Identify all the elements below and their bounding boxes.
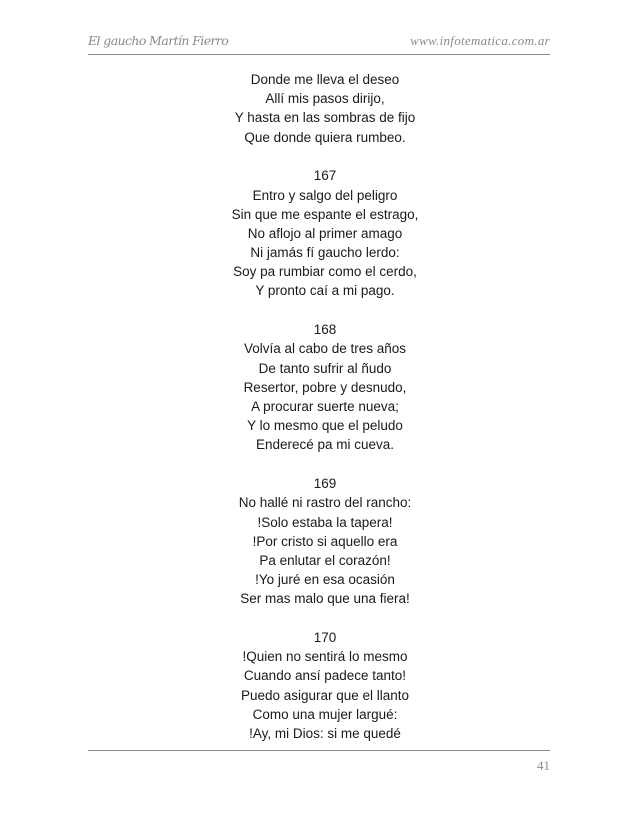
verse-line: Ni jamás fí gaucho lerdo: [250, 245, 400, 261]
verse-line: !Por cristo si aquello era [252, 533, 398, 549]
verse-line: Y hasta en las sombras de fijo [234, 110, 416, 126]
website-url[interactable]: www.infotematica.com.ar [410, 33, 550, 48]
header-divider [88, 54, 550, 55]
stanza [180, 474, 470, 608]
verse-line: Ser mas malo que una fiera! [240, 591, 410, 607]
verse-line: Cuando ansí padece tanto! [243, 668, 407, 684]
verse-line: No hallé ni rastro del rancho: [238, 495, 412, 511]
verse-line: No aflojo al primer amago [247, 225, 403, 241]
verse-line: !Quien no sentirá lo mesmo [242, 649, 408, 665]
verse-line: !Yo juré en esa ocasión [255, 572, 395, 588]
verse-line: Resertor, pobre y desnudo, [243, 379, 407, 395]
verse-line: Entro y salgo del peligro [252, 187, 398, 203]
verse-line: !Solo estaba la tapera! [257, 514, 393, 530]
verse-line: !Ay, mi Dios: si me quedé [249, 726, 401, 741]
stanza-number: 169 [313, 476, 337, 492]
footer-divider [88, 750, 550, 751]
book-title: El gaucho Martín Fierro [88, 33, 229, 48]
poem-body [180, 70, 470, 743]
verse-line: Soy pa rumbiar como el cerdo, [233, 264, 417, 280]
stanza-number: 168 [313, 322, 337, 338]
verse-line: Donde me lleva el deseo [250, 72, 400, 87]
stanza [180, 166, 470, 300]
verse-line: Y pronto caí a mi pago. [255, 283, 395, 299]
stanza-number: 167 [313, 168, 337, 184]
stanza-number: 170 [313, 630, 337, 646]
verse-line: Puedo asigurar que el llanto [240, 687, 410, 703]
stanza [180, 70, 470, 147]
verse-line: Enderecé pa mi cueva. [255, 437, 395, 453]
verse-line: Como una mujer largué: [252, 706, 398, 722]
verse-line: De tanto sufrir al ñudo [258, 360, 392, 376]
page-number: 41 [537, 758, 550, 773]
verse-line: Sin que me espante el estrago, [231, 206, 419, 222]
verse-line: Y lo mesmo que el peludo [247, 418, 403, 434]
stanza [180, 628, 470, 743]
verse-line: A procurar suerte nueva; [251, 399, 399, 414]
page-header [88, 33, 550, 55]
verse-line: Volvía al cabo de tres años [243, 341, 407, 357]
stanza [180, 320, 470, 454]
verse-line: Que donde quiera rumbeo. [244, 129, 406, 145]
verse-line: Allí mis pasos dirijo, [265, 91, 385, 107]
verse-line: Pa enlutar el corazón! [259, 552, 391, 568]
